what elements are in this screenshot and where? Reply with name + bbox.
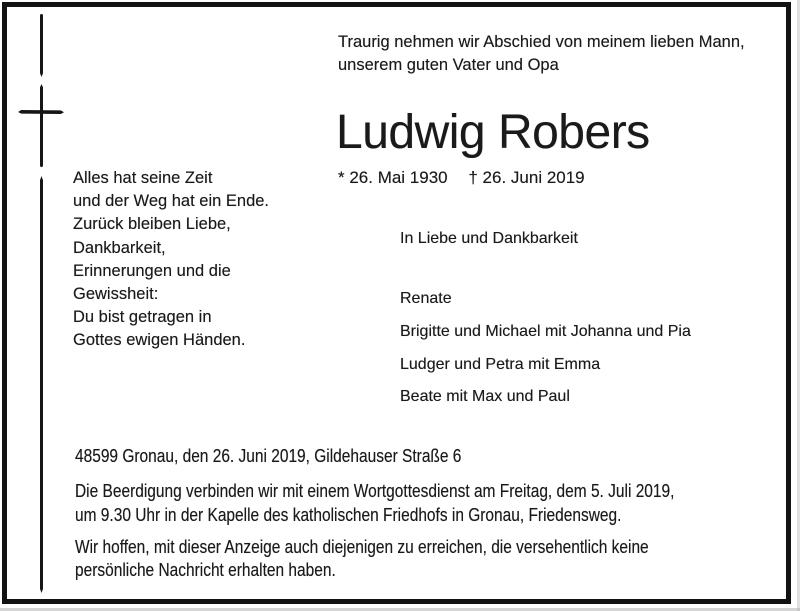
poem-line: Gewissheit: — [73, 285, 159, 304]
poem-line: Zurück bleiben Liebe, — [73, 215, 231, 234]
cross-icon — [18, 14, 64, 594]
poem-line: und der Weg hat ein Ende. — [73, 192, 270, 211]
intro-line-1: Traurig nehmen wir Abschied von meinem lieben Mann, — [338, 33, 745, 51]
notice-hint — [75, 536, 649, 582]
cross-stem-top — [40, 14, 43, 77]
family-member: Ludger und Petra mit Emma — [400, 355, 601, 373]
intro-text — [338, 31, 745, 77]
cross-stem-middle — [40, 84, 43, 167]
poem-line: Erinnerungen und die — [73, 261, 231, 280]
place-date-line: 48599 Gronau, den 26. Juni 2019, Gildehauser Straße 6 — [75, 446, 462, 466]
family-member: Brigitte und Michael mit Johanna und Pia — [400, 322, 691, 340]
funeral-line-1: Die Beerdigung verbinden wir mit einem Wortgottesdienst am Freitag, dem 5. Juli 2019, — [75, 481, 675, 501]
poem-line: Dankbarkeit, — [73, 238, 166, 257]
note-line-2: persönliche Nachricht erhalten haben. — [75, 560, 336, 580]
intro-line-2: unserem guten Vater und Opa — [338, 56, 559, 74]
note-line-1: Wir hoffen, mit dieser Anzeige auch diejenigen zu erreichen, die versehentlich keine — [75, 537, 649, 557]
memorial-poem — [73, 167, 269, 353]
cross-bar — [18, 110, 64, 114]
funeral-line-2: um 9.30 Uhr in der Kapelle des katholischen Friedhofs in Gronau, Friedensweg. — [75, 505, 622, 525]
deceased-name: Ludwig Robers — [336, 106, 650, 159]
cross-stem-bottom — [40, 176, 43, 593]
poem-line: Gottes ewigen Händen. — [73, 331, 246, 350]
life-dates — [338, 167, 585, 189]
mourning-salutation: In Liebe und Dankbarkeit — [400, 230, 578, 247]
family-member: Beate mit Max und Paul — [400, 388, 570, 406]
family-member: Renate — [400, 290, 452, 307]
poem-line: Du bist getragen in — [73, 308, 212, 327]
poem-line: Alles hat seine Zeit — [73, 169, 213, 187]
family-list — [400, 283, 691, 414]
funeral-info — [75, 479, 674, 527]
death-date: † 26. Juni 2019 — [468, 168, 585, 187]
birth-date: * 26. Mai 1930 — [338, 168, 448, 187]
